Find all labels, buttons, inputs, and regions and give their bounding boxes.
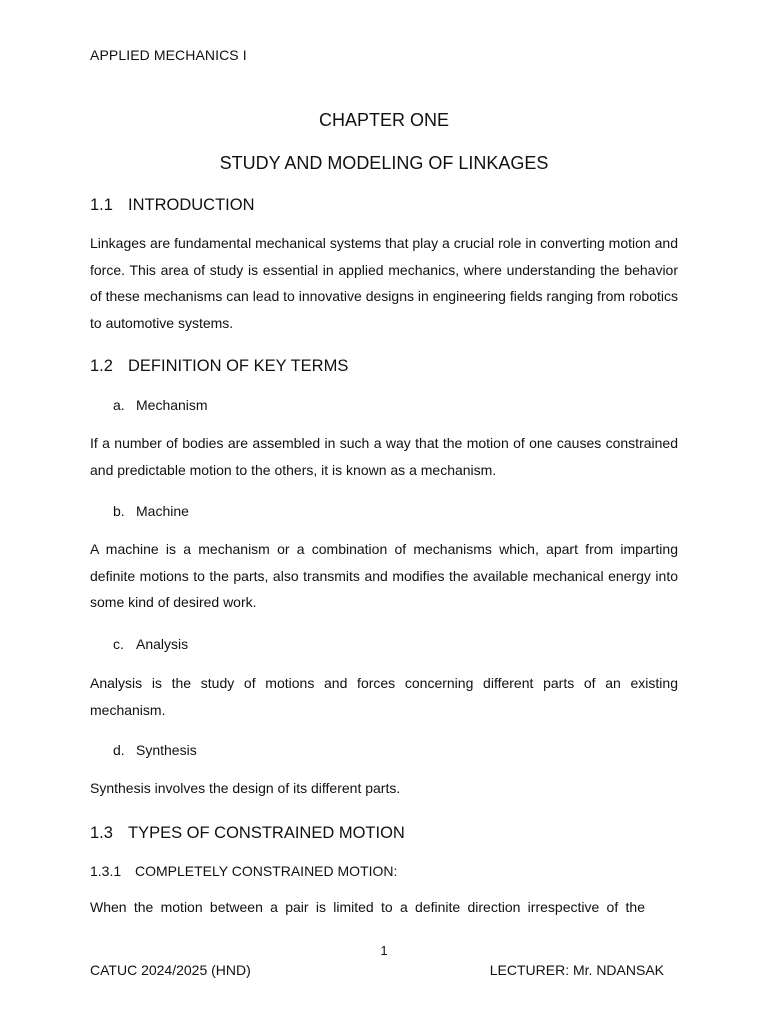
page-number: 1 xyxy=(380,943,388,958)
term-label: a. xyxy=(113,397,125,413)
footer-left-text: CATUC 2024/2025 (HND) xyxy=(90,962,251,978)
term-label: d. xyxy=(113,742,125,758)
section-heading-introduction xyxy=(90,196,255,215)
machine-paragraph: A machine is a mechanism or a combination of mechanisms which, apart from imparting definite motions to the parts, also transmits and modifies the available mechanical energy into some kind of desired work. xyxy=(90,541,678,610)
term-heading-synthesis xyxy=(113,742,197,758)
term-heading-mechanism xyxy=(113,397,208,413)
subsection-number: 1.3.1 xyxy=(90,863,122,879)
chapter-label: CHAPTER ONE xyxy=(318,110,450,130)
section-title: INTRODUCTION xyxy=(128,196,255,214)
mechanism-paragraph: If a number of bodies are assembled in such a way that the motion of one causes constrained and predictable motion to the others, it is known as a mechanism. xyxy=(90,435,678,478)
running-header: APPLIED MECHANICS I xyxy=(90,47,247,63)
chapter-title: STUDY AND MODELING OF LINKAGES xyxy=(219,153,549,173)
term-heading-analysis xyxy=(113,636,188,652)
section-heading-key-terms xyxy=(90,357,348,376)
term-title: Synthesis xyxy=(136,742,197,758)
term-title: Machine xyxy=(136,503,189,519)
subsection-heading-completely-constrained xyxy=(90,863,397,879)
introduction-paragraph: Linkages are fundamental mechanical systems that play a crucial role in converting motion and force. This area of study is essential in applied mechanics, where understanding the behavior of these mechanisms can lead to innovative designs in engineering fields ranging from robotics to automotive systems. xyxy=(90,235,678,331)
section-title: DEFINITION OF KEY TERMS xyxy=(128,357,349,375)
subsection-title: COMPLETELY CONSTRAINED MOTION: xyxy=(135,863,398,879)
analysis-paragraph: Analysis is the study of motions and forces concerning different parts of an existing mechanism. xyxy=(90,675,678,718)
term-title: Mechanism xyxy=(136,397,208,413)
synthesis-paragraph: Synthesis involves the design of its different parts. xyxy=(90,780,401,796)
term-heading-machine xyxy=(113,503,189,519)
term-label: c. xyxy=(113,636,124,652)
term-title: Analysis xyxy=(136,636,189,652)
term-label: b. xyxy=(113,503,125,519)
footer-right-text: LECTURER: Mr. NDANSAK xyxy=(489,962,664,978)
section-number: 1.2 xyxy=(90,357,113,375)
section-heading-constrained-motion xyxy=(90,824,405,843)
section-title: TYPES OF CONSTRAINED MOTION xyxy=(128,824,405,842)
section-number: 1.1 xyxy=(90,196,113,214)
completely-constrained-paragraph: When the motion between a pair is limited to a definite direction irrespective of the xyxy=(90,899,645,915)
section-number: 1.3 xyxy=(90,824,113,842)
